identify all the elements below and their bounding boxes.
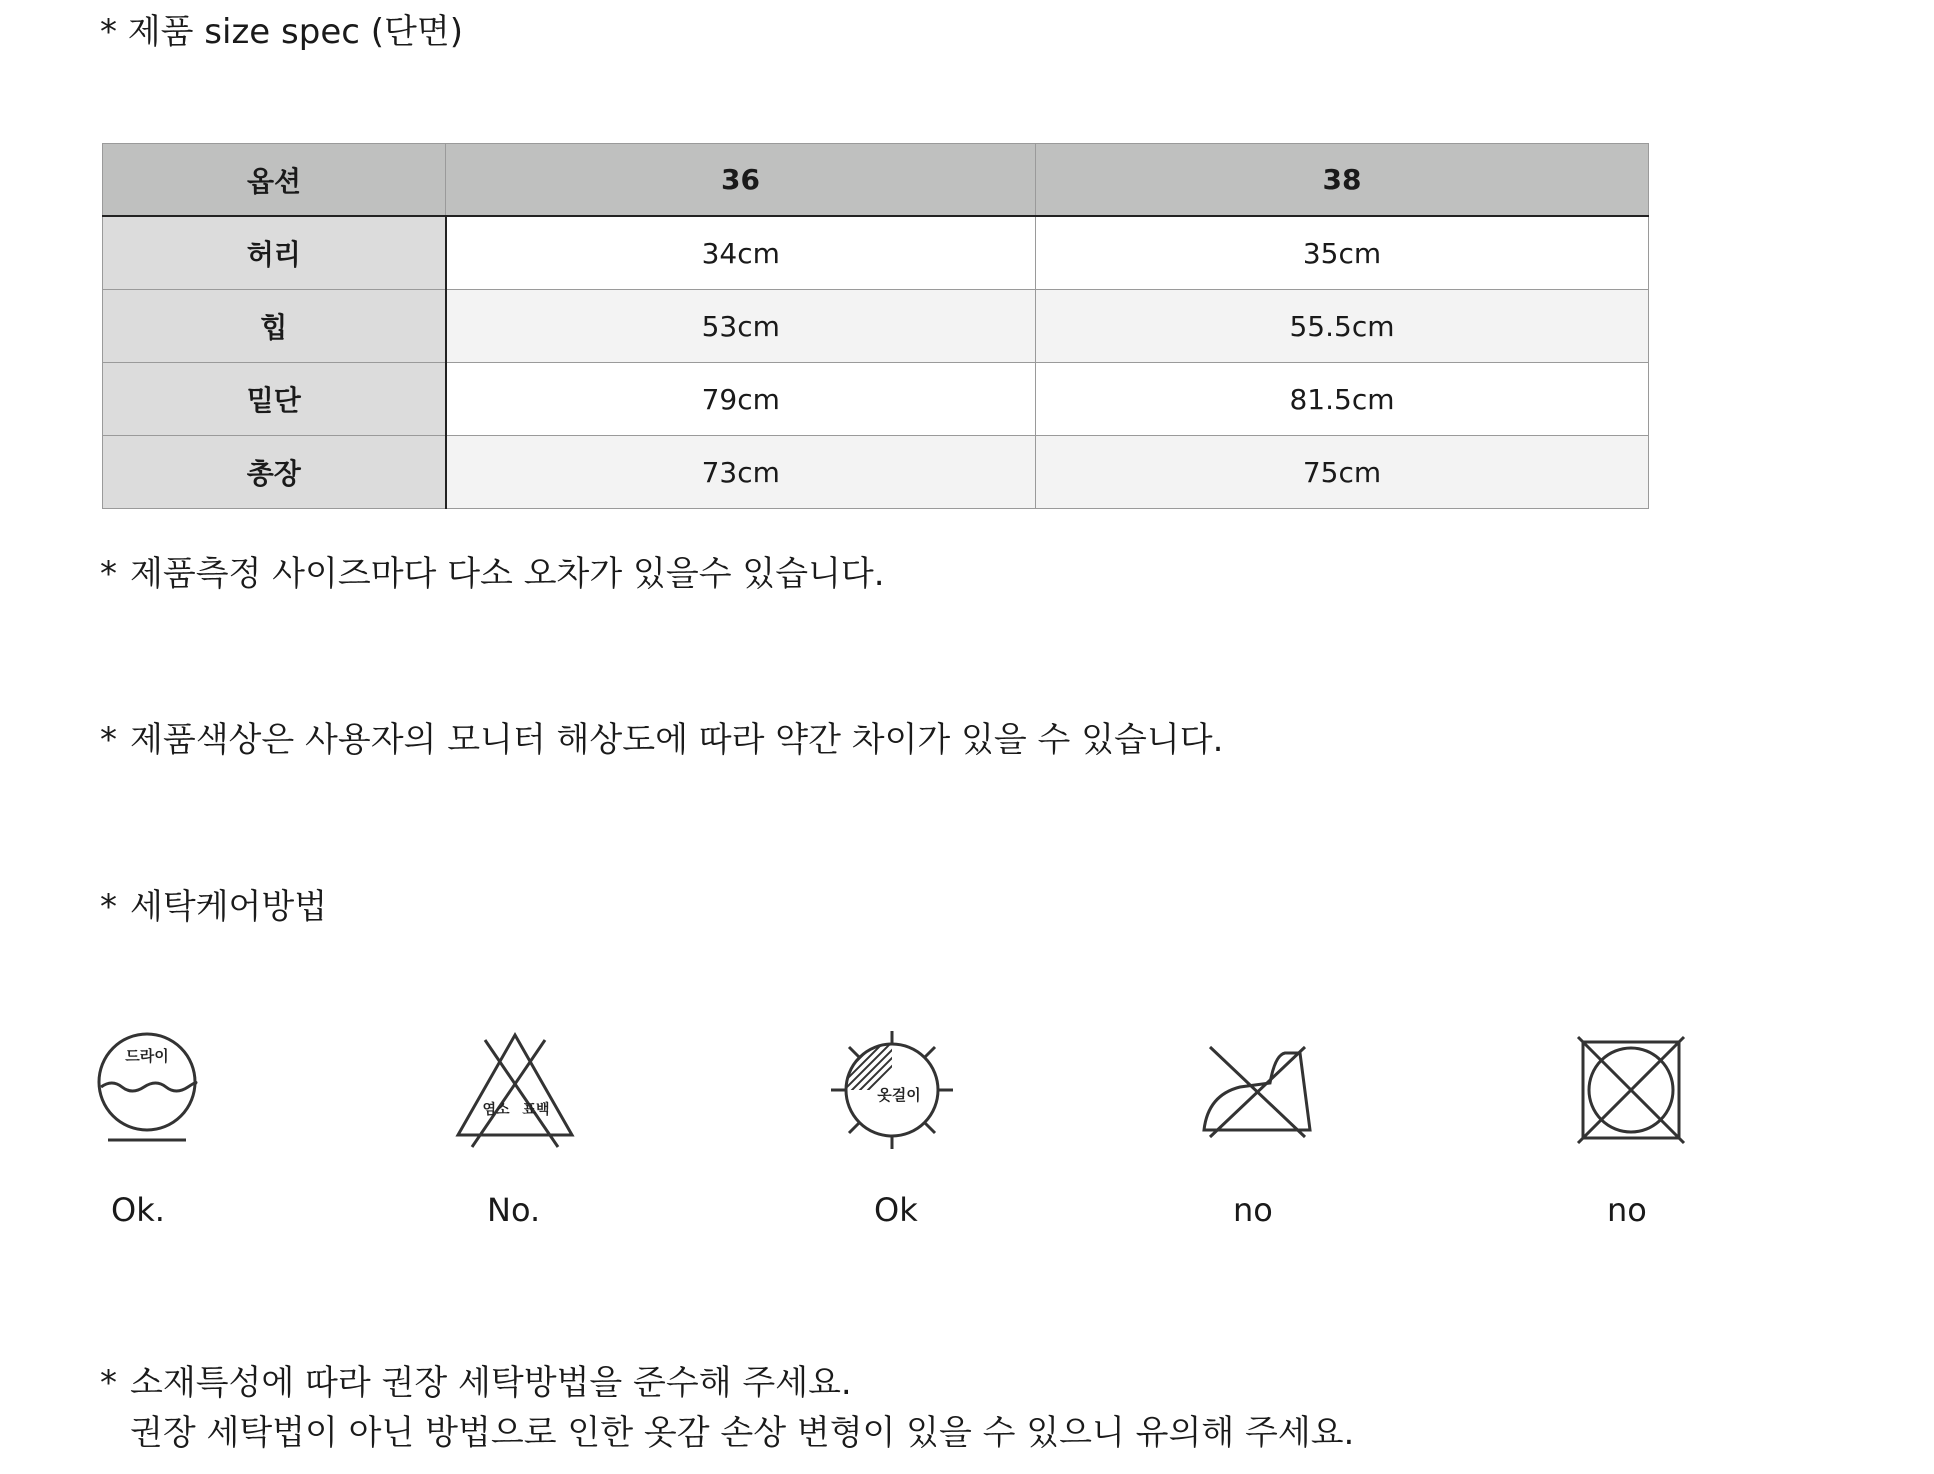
color-note — [100, 718, 1223, 762]
table-row — [103, 216, 1649, 290]
care-heading — [100, 885, 327, 929]
no-tumble-dry-label: no — [1607, 1191, 1647, 1229]
hanger-dry-icon-text: 옷걸이 — [877, 1086, 921, 1104]
care-heading-text: 세탁케어방법 — [130, 887, 328, 927]
care-guidance-line-2: 권장 세탁법이 아닌 방법으로 인한 옷감 손상 변형이 있을 수 있으니 유의해 주세요. — [130, 1413, 1355, 1453]
cell-value: 79cm — [446, 363, 1036, 436]
no-bleach-icon-text-right: 표백 — [522, 1102, 550, 1118]
no-bleach-icon — [450, 1025, 580, 1155]
hanger-dry-icon — [827, 1025, 957, 1155]
color-note-text: 제품색상은 사용자의 모니터 해상도에 따라 약간 차이가 있을 수 있습니다. — [130, 720, 1224, 760]
table-row — [103, 290, 1649, 363]
dry-clean-icon-text: 드라이 — [125, 1047, 169, 1065]
row-label: 총장 — [103, 436, 446, 509]
table-header-row — [103, 144, 1649, 217]
size-spec-title: * 제품 size spec (단면) — [100, 12, 463, 52]
cell-value: 73cm — [446, 436, 1036, 509]
note-bullet: * — [100, 1363, 117, 1403]
cell-value: 34cm — [446, 216, 1036, 290]
no-iron-icon — [1190, 1025, 1320, 1155]
cell-value: 75cm — [1036, 436, 1649, 509]
cell-value: 81.5cm — [1036, 363, 1649, 436]
header-option: 옵션 — [103, 144, 446, 217]
measurement-note-text: 제품측정 사이즈마다 다소 오차가 있을수 있습니다. — [130, 554, 885, 594]
size-spec-table — [102, 143, 1649, 509]
row-label: 허리 — [103, 216, 446, 290]
cell-value: 55.5cm — [1036, 290, 1649, 363]
cell-value: 53cm — [446, 290, 1036, 363]
no-bleach-label: No. — [487, 1191, 541, 1229]
dry-clean-icon — [82, 1025, 212, 1155]
note-bullet: * — [100, 720, 117, 760]
note-bullet: * — [100, 887, 117, 927]
header-size-38: 38 — [1036, 144, 1649, 217]
note-bullet: * — [100, 554, 117, 594]
care-guidance-line-1 — [100, 1358, 1354, 1408]
table-row — [103, 363, 1649, 436]
header-size-36: 36 — [446, 144, 1036, 217]
no-iron-label: no — [1233, 1191, 1273, 1229]
care-guidance-text-1: 소재특성에 따라 권장 세탁방법을 준수해 주세요. — [130, 1363, 852, 1403]
row-label: 힙 — [103, 290, 446, 363]
row-label: 밑단 — [103, 363, 446, 436]
hanger-dry-label: Ok — [874, 1191, 918, 1229]
cell-value: 35cm — [1036, 216, 1649, 290]
measurement-note — [100, 552, 885, 596]
dry-clean-label: Ok. — [111, 1191, 165, 1229]
no-bleach-icon-text-left: 염소 — [482, 1102, 510, 1118]
no-tumble-dry-icon — [1566, 1025, 1696, 1155]
care-guidance-note — [100, 1358, 1354, 1458]
table-row — [103, 436, 1649, 509]
